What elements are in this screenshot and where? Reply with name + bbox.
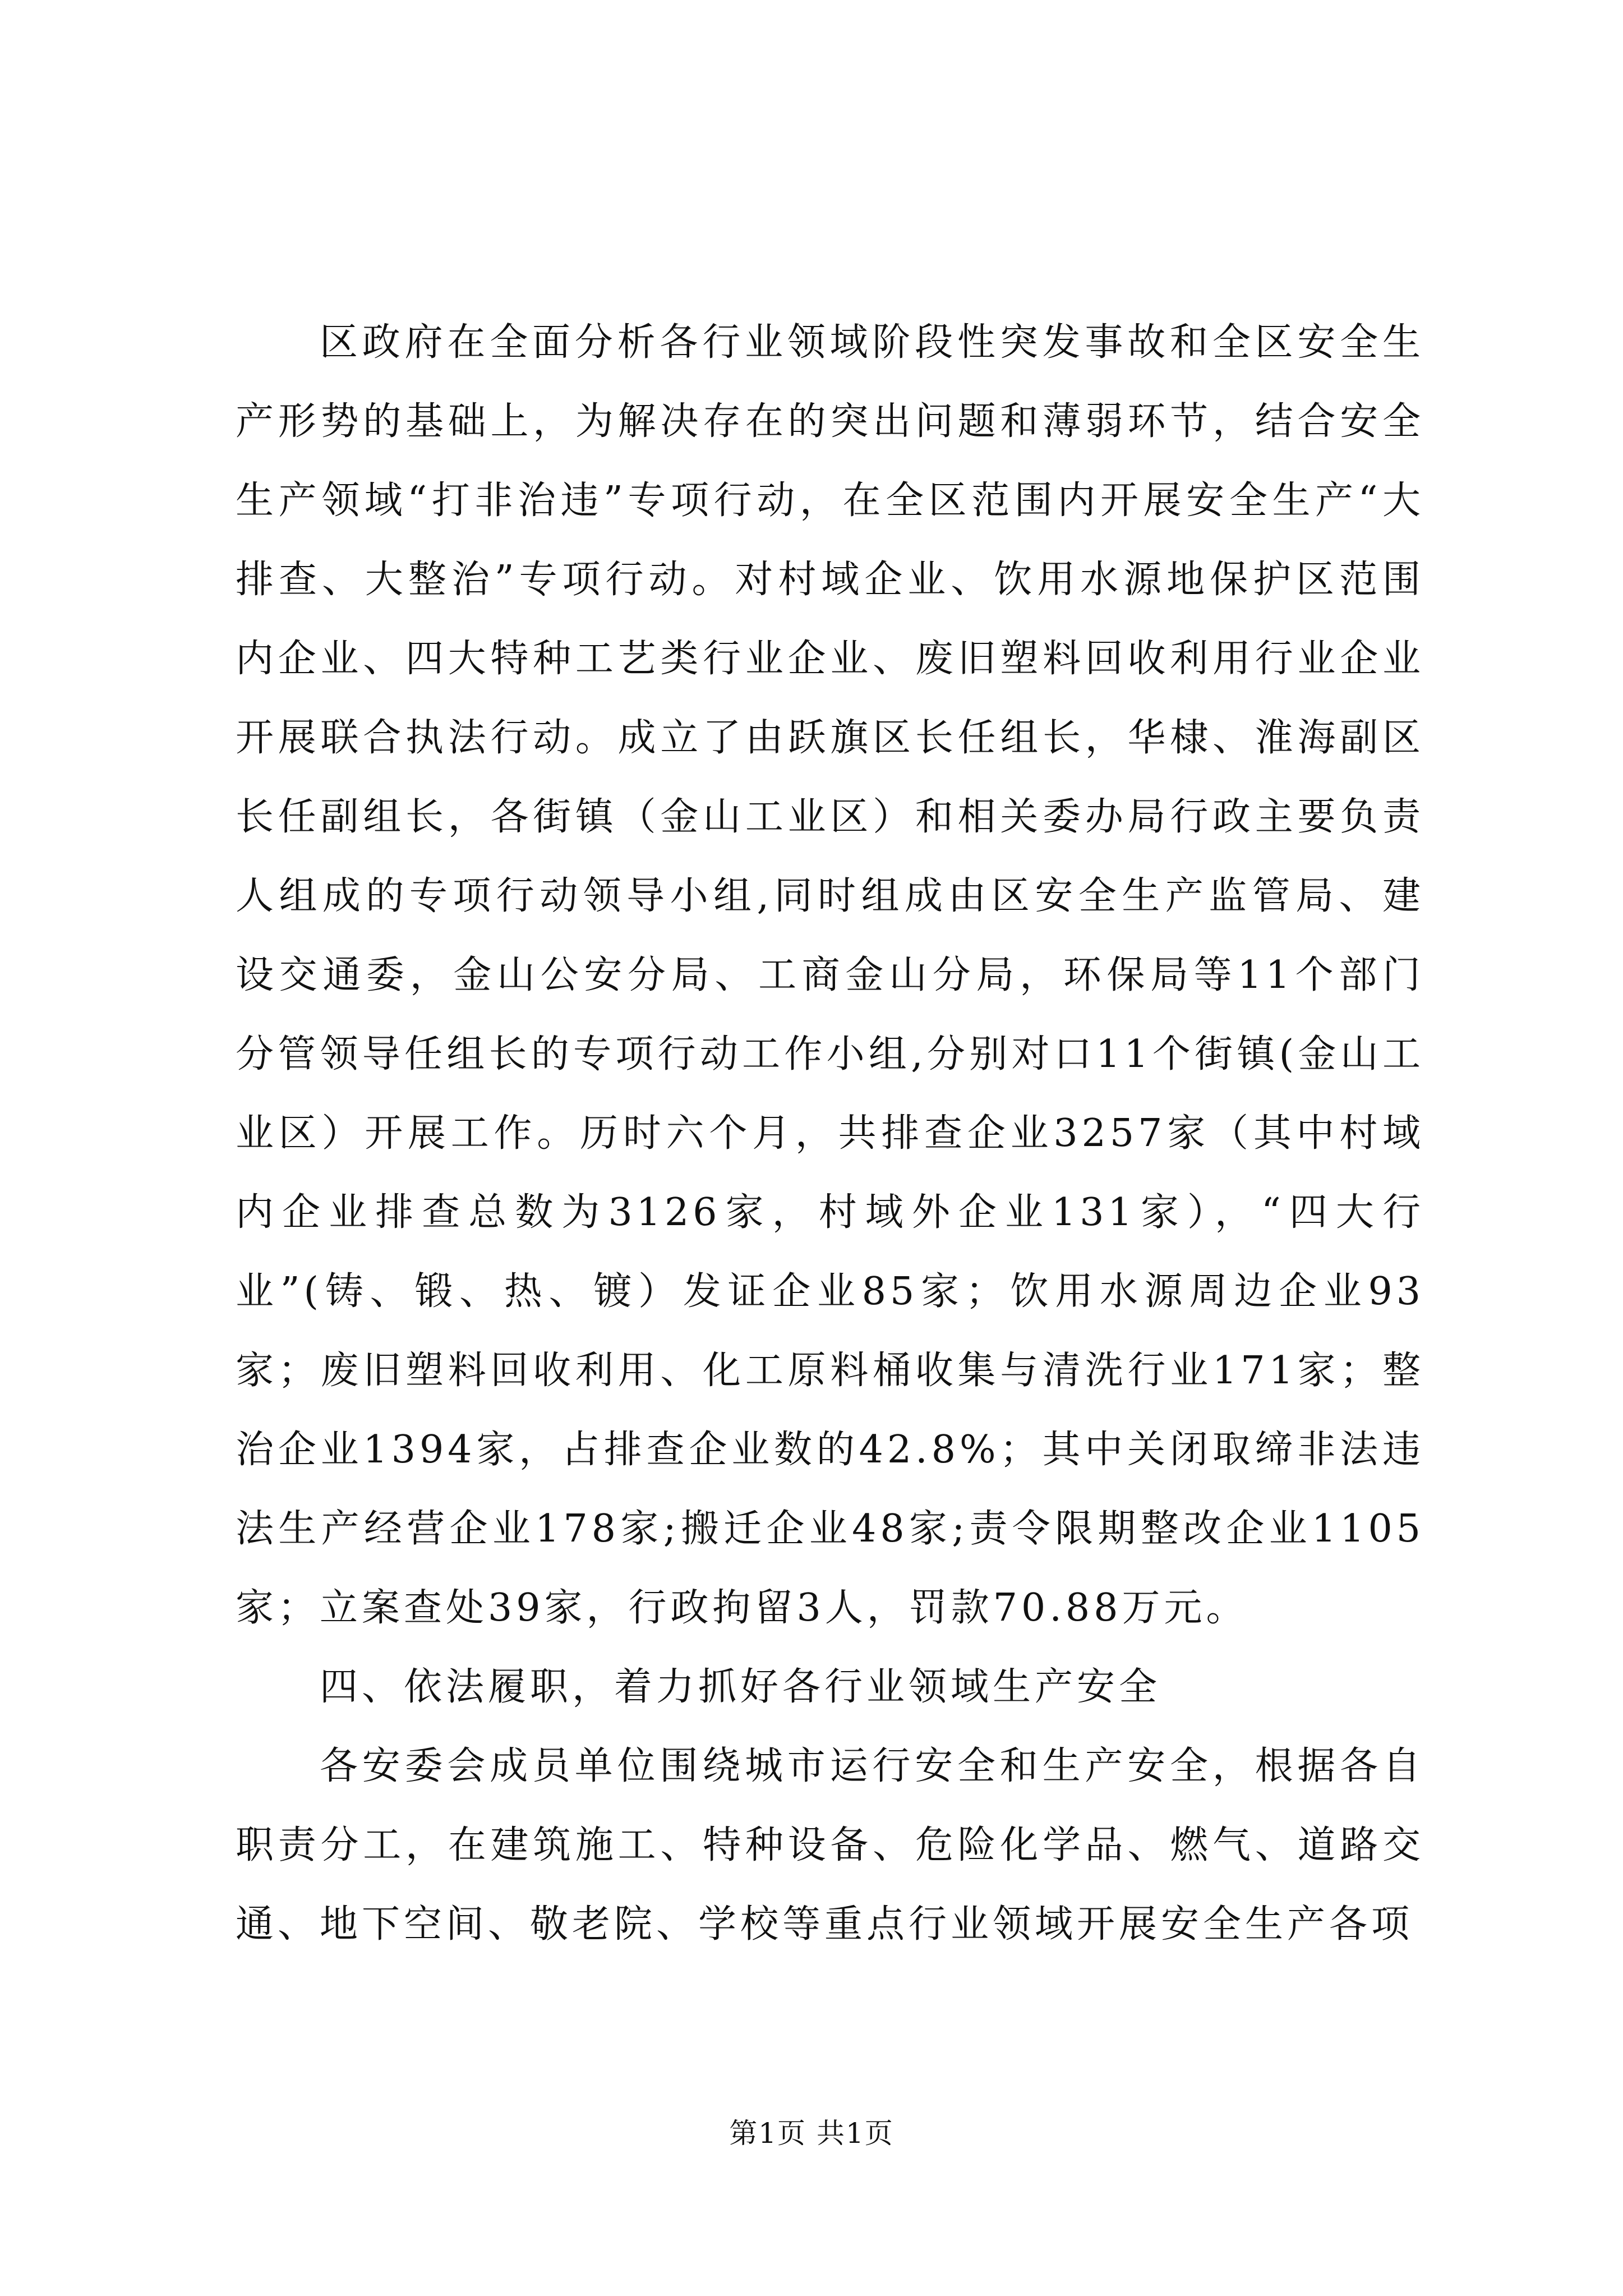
section-heading-4: 四、依法履职，着力抓好各行业领域生产安全 [320, 1665, 1161, 1709]
body-paragraph-2: 各安委会成员单位围绕城市运行安全和生产安全，根据各自职责分工，在建筑施工、特种设备、危险化学品、燃气、道路交通、地下空间、敬老院、学校等重点行业领域开展安全生产各项 [236, 1744, 1424, 1947]
document-body [236, 303, 1424, 1964]
page-footer: 第1页 共1页 [729, 2117, 894, 2150]
body-paragraph-1: 区政府在全面分析各行业领域阶段性突发事故和全区安全生产形势的基础上，为解决存在的突出问题和薄弱环节，结合安全生产领域“打非治违”专项行动，在全区范围内开展安全生产“大排查、大整治”专项行动。对村域企业、饮用水源地保护区范围内企业、四大特种工艺类行业企业、废旧塑料回收利用行业企业开展联合执法行动。成立了由跃旗区长任组长，华棣、淮海副区长任副组长，各街镇（金山工业区）和相关委办局行政主要负责人组成的专项行动领导小组,同时组成由区安全生产监管局、建设交通委，金山公安分局、工商金山分局，环保局等11个部门分管领导任组长的专项行动工作小组,分别对口11个街镇(金山工业区）开展工作。历时六个月，共排查企业3257家（其中村域内企业排查总数为3126家，村域外企业131家），“四大行业”(铸、锻、热、镀）发证企业85家；饮用水源周边企业93家；废旧塑料回收利用、化工原料桶收集与清洗行业171家；整治企业1394家，占排查企业数的42.8%；其中关闭取缔非法违法生产经营企业178家;搬迁企业48家;责令限期整改企业1105家；立案查处39家，行政拘留3人，罚款70.88万元。 [236, 320, 1424, 1630]
